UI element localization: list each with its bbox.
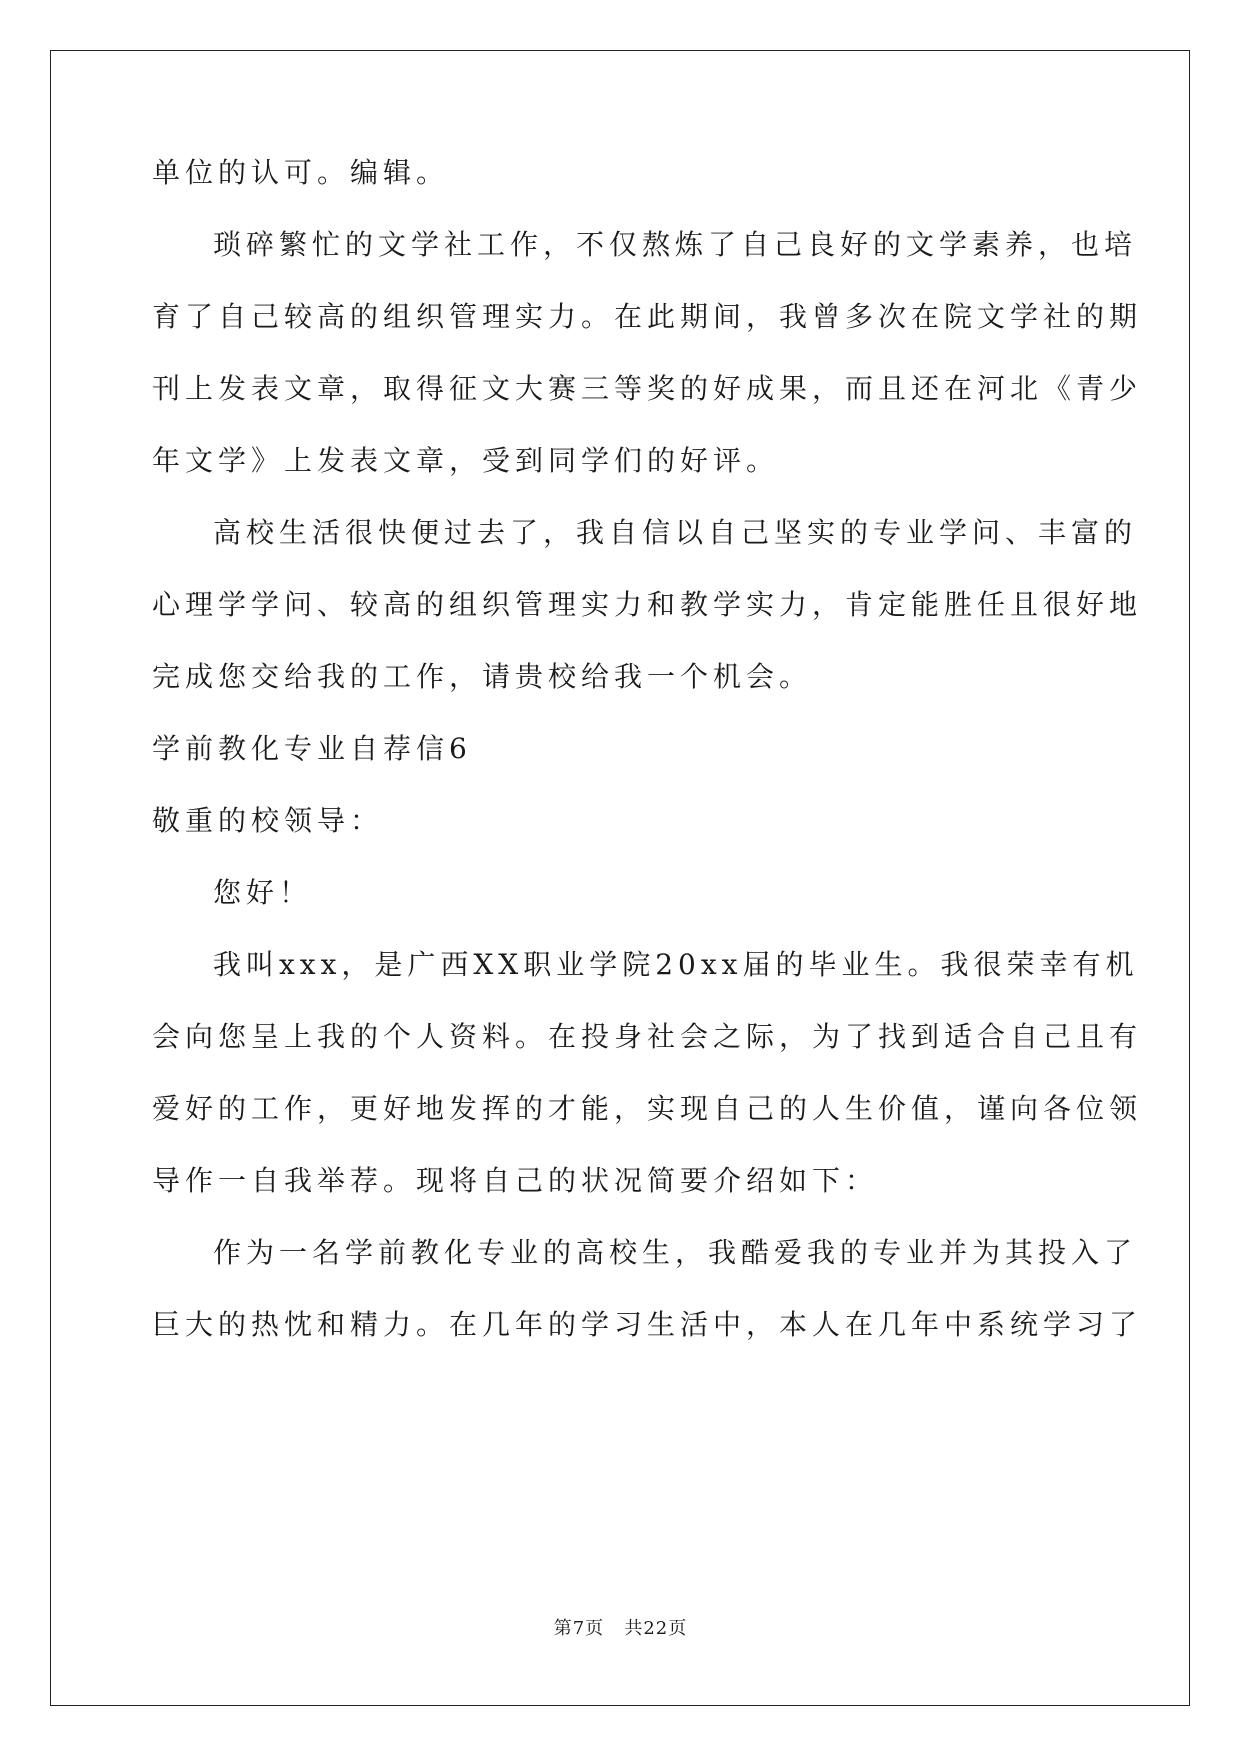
salutation: 敬重的校领导： xyxy=(152,804,384,837)
text-line: 心理学学问、较高的组织管理实力和教学实力，肯定能胜任且很好地 xyxy=(152,588,1143,621)
section-heading: 学前教化专业自荐信6 xyxy=(152,732,472,765)
text-line: 我叫xxx，是广西XX职业学院20xx届的毕业生。我很荣幸有机 xyxy=(213,948,1139,981)
text-line: 育了自己较高的组织管理实力。在此期间，我曾多次在院文学社的期 xyxy=(152,300,1143,333)
text-line: 完成您交给我的工作，请贵校给我一个机会。 xyxy=(152,660,813,693)
page-number: 第7页 共22页 xyxy=(553,1618,688,1639)
greeting: 您好！ xyxy=(213,876,313,909)
text-line: 刊上发表文章，取得征文大赛三等奖的好成果，而且还在河北《青少 xyxy=(152,372,1143,405)
text-line: 年文学》上发表文章，受到同学们的好评。 xyxy=(152,444,780,477)
text-line: 爱好的工作，更好地发挥的才能，实现自己的人生价值，谨向各位领 xyxy=(152,1092,1143,1125)
text-line: 会向您呈上我的个人资料。在投身社会之际，为了找到适合自己且有 xyxy=(152,1020,1143,1053)
text-line: 单位的认可。编辑。 xyxy=(152,156,450,189)
text-line: 巨大的热忱和精力。在几年的学习生活中，本人在几年中系统学习了 xyxy=(152,1308,1143,1341)
text-line: 高校生活很快便过去了，我自信以自己坚实的专业学问、丰富的 xyxy=(213,516,1138,549)
text-line: 作为一名学前教化专业的高校生，我酷爱我的专业并为其投入了 xyxy=(213,1236,1138,1269)
text-line: 导作一自我举荐。现将自己的状况简要介绍如下： xyxy=(152,1164,879,1197)
text-line: 琐碎繁忙的文学社工作，不仅熬炼了自己良好的文学素养，也培 xyxy=(213,228,1138,261)
